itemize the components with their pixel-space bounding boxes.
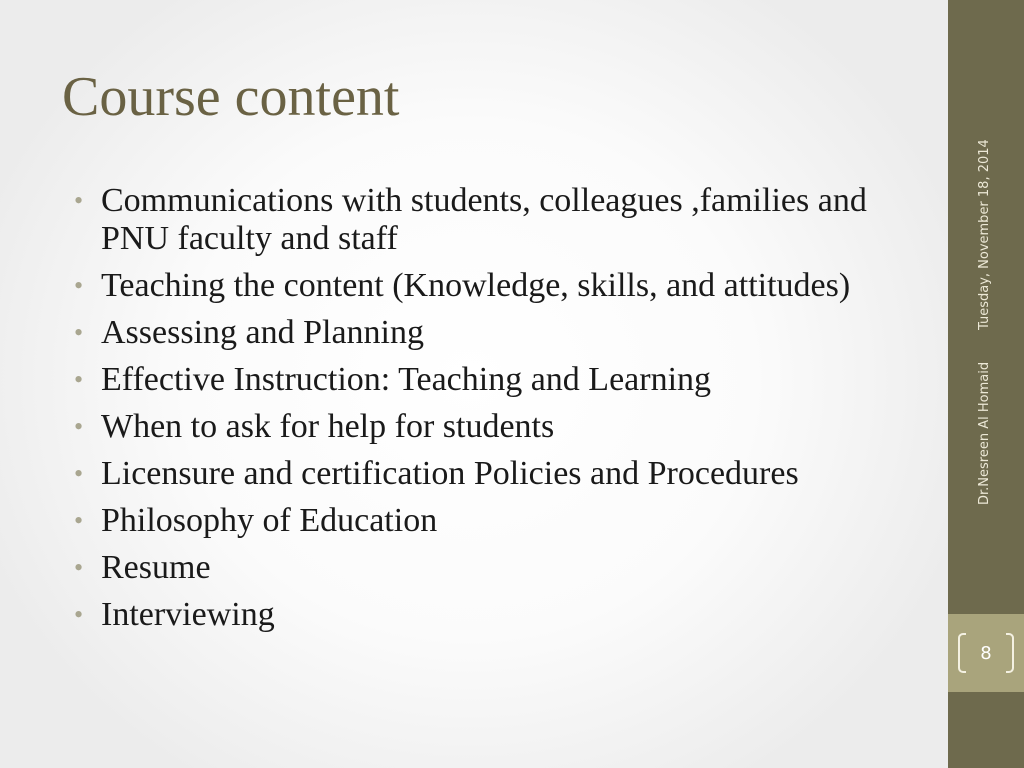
bullet-item [74, 549, 940, 587]
bullet-item [74, 502, 940, 540]
bullet-item [74, 455, 940, 493]
footer-author: Dr.Nesreen Al Homaid [977, 361, 992, 505]
bullet-marker: • [74, 186, 84, 215]
bullet-marker: • [74, 412, 84, 441]
page-number: 8 [980, 643, 992, 664]
bullet-item [74, 267, 940, 305]
bullet-marker: • [74, 553, 84, 582]
bullet-marker: • [74, 506, 84, 535]
bullet-text: Teaching the content (Knowledge, skills, and attitudes) [101, 267, 851, 304]
bullet-item [74, 314, 940, 352]
bullet-marker: • [74, 318, 84, 347]
bullet-text: Communications with students, colleagues ,families and PNU faculty and staff [101, 182, 867, 257]
bullet-marker: • [74, 365, 84, 394]
bullet-list [74, 182, 940, 643]
bullet-item [74, 596, 940, 634]
page-number-box [948, 614, 1024, 692]
bullet-item [74, 361, 940, 399]
bullet-item [74, 182, 940, 258]
bullet-item [74, 408, 940, 446]
slide-title: Course content [62, 66, 400, 128]
bullet-text: Licensure and certification Policies and Procedures [101, 455, 799, 492]
bullet-marker: • [74, 600, 84, 629]
bullet-text: When to ask for help for students [101, 408, 555, 445]
bullet-marker: • [74, 271, 84, 300]
bullet-text: Assessing and Planning [101, 314, 424, 351]
bullet-text: Resume [101, 549, 211, 586]
bullet-text: Philosophy of Education [101, 502, 438, 539]
footer-date: Tuesday, November 18, 2014 [977, 139, 992, 330]
bullet-marker: • [74, 459, 84, 488]
bullet-text: Interviewing [101, 596, 275, 633]
bullet-text: Effective Instruction: Teaching and Learning [101, 361, 712, 398]
